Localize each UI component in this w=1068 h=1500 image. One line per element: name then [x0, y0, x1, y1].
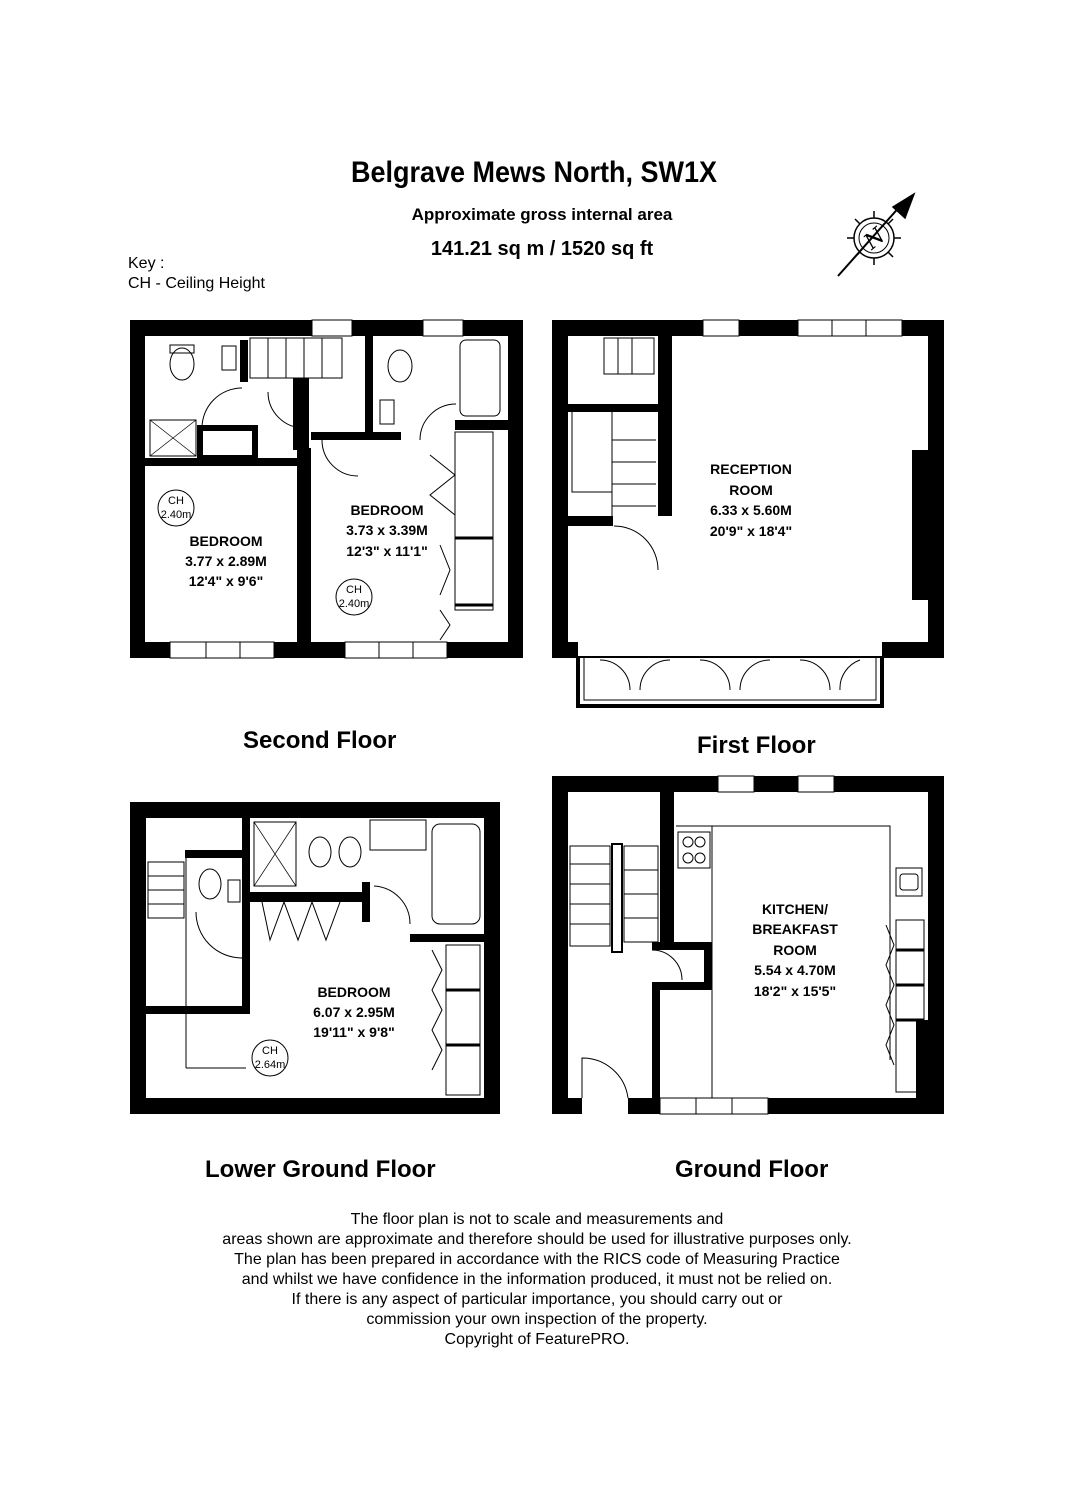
- svg-text:KITCHEN/: KITCHEN/: [761, 901, 829, 917]
- lower-ground-floor-bedroom: [313, 984, 395, 1040]
- disclaimer-line: If there is any aspect of particular importance, you should carry out or: [291, 1291, 783, 1308]
- svg-text:BEDROOM: BEDROOM: [350, 502, 424, 518]
- floor-label-first: First Floor: [697, 732, 816, 759]
- svg-text:6.07 x 2.95M: 6.07 x 2.95M: [313, 1004, 395, 1020]
- disclaimer-line: The plan has been prepared in accordance with the RICS code of Measuring Practice: [234, 1251, 840, 1268]
- ground-floor-plan: [552, 776, 944, 1114]
- disclaimer-line: commission your own inspection of the property.: [366, 1311, 708, 1328]
- svg-text:12'3" x 11'1": 12'3" x 11'1": [346, 543, 428, 559]
- compass-letter: N: [859, 223, 891, 255]
- svg-text:2.64m: 2.64m: [254, 1059, 286, 1071]
- area-caption: Approximate gross internal area: [411, 205, 673, 224]
- lower-ground-floor-plan: [130, 802, 500, 1114]
- svg-text:CH: CH: [262, 1045, 278, 1057]
- floor-label-ground: Ground Floor: [675, 1156, 829, 1183]
- ceiling-height-badge: [158, 490, 194, 526]
- page-title: Belgrave Mews North, SW1X: [350, 156, 718, 189]
- svg-text:ROOM: ROOM: [773, 942, 817, 958]
- ground-floor-kitchen: [752, 901, 838, 999]
- first-floor-reception-room: [710, 461, 792, 539]
- floor-label-lower-ground: Lower Ground Floor: [205, 1156, 436, 1183]
- svg-text:RECEPTION: RECEPTION: [710, 461, 792, 477]
- svg-text:2.40m: 2.40m: [338, 598, 370, 610]
- svg-text:BEDROOM: BEDROOM: [189, 533, 263, 549]
- ceiling-height-badge: [252, 1040, 288, 1076]
- second-floor-bedroom-1: [185, 533, 267, 589]
- disclaimer-line: The floor plan is not to scale and measurements and: [350, 1211, 724, 1228]
- svg-text:3.77 x 2.89M: 3.77 x 2.89M: [185, 553, 267, 569]
- svg-text:18'2" x 15'5": 18'2" x 15'5": [753, 983, 837, 999]
- disclaimer-line: and whilst we have confidence in the information produced, it must not be relied on.: [241, 1271, 833, 1288]
- key-label: Key :: [128, 255, 165, 272]
- disclaimer-line: areas shown are approximate and therefore should be used for illustrative purposes only.: [222, 1231, 852, 1248]
- floor-label-second: Second Floor: [243, 727, 397, 754]
- svg-text:CH: CH: [168, 495, 184, 507]
- svg-text:2.40m: 2.40m: [160, 509, 192, 521]
- svg-text:ROOM: ROOM: [729, 482, 773, 498]
- svg-text:12'4" x 9'6": 12'4" x 9'6": [188, 573, 264, 589]
- disclaimer: [0, 1210, 1068, 1350]
- svg-text:6.33 x 5.60M: 6.33 x 5.60M: [710, 502, 792, 518]
- svg-text:3.73 x 3.39M: 3.73 x 3.39M: [346, 522, 428, 538]
- svg-text:20'9" x 18'4": 20'9" x 18'4": [709, 523, 793, 539]
- svg-text:5.54 x 4.70M: 5.54 x 4.70M: [754, 962, 836, 978]
- gross-area: 141.21 sq m / 1520 sq ft: [430, 238, 654, 260]
- svg-text:19'11" x 9'8": 19'11" x 9'8": [313, 1024, 395, 1040]
- second-floor-bedroom-2: [346, 502, 428, 559]
- svg-text:CH: CH: [346, 584, 362, 596]
- svg-text:BEDROOM: BEDROOM: [317, 984, 391, 1000]
- copyright: Copyright of FeaturePRO.: [444, 1331, 630, 1348]
- key-entry: CH - Ceiling Height: [128, 275, 265, 292]
- svg-text:BREAKFAST: BREAKFAST: [752, 921, 838, 937]
- ceiling-height-badge: [336, 579, 372, 615]
- second-floor-plan: [130, 320, 523, 658]
